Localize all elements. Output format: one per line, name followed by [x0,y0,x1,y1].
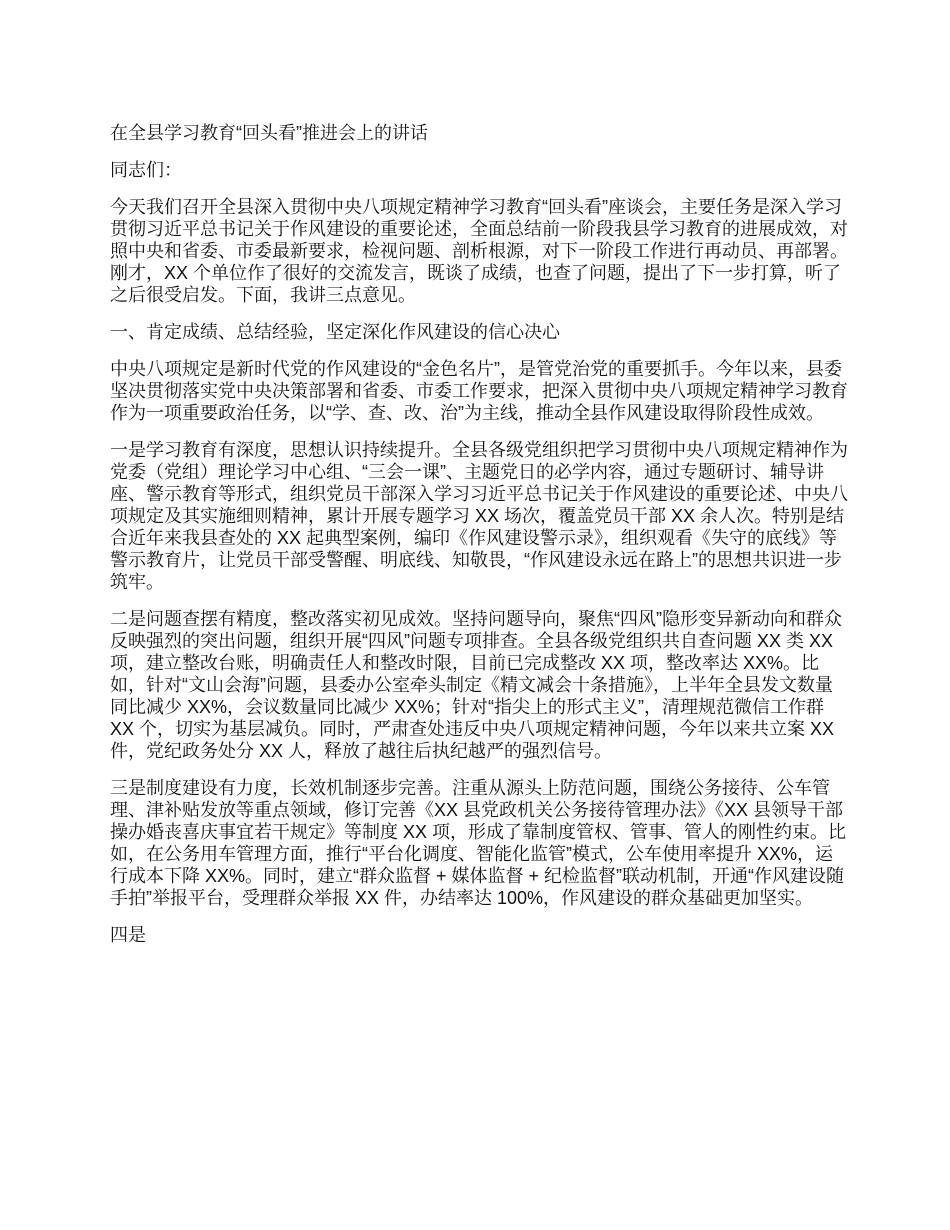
paragraph-intro: 今天我们召开全县深入贯彻中央八项规定精神学习教育“回头看”座谈会，主要任务是深入学习贯彻习近平总书记关于作风建设的重要论述，全面总结前一阶段我县学习教育的进展成效，对照中央和省委、市委最新要求，检视问题、剖析根源，对下一阶段工作进行再动员、再部署。刚才，XX 个单位作了很好的交流发言，既谈了成绩，也查了问题，提出了下一步打算，听了之后很受启发。下面，我讲三点意见。 [110,197,848,305]
paragraph-point-2: 二是问题查摆有精度，整改落实初见成效。坚持问题导向，聚焦“四风”隐形变异新动向和群众反映强烈的突出问题，组织开展“四风”问题专项排查。全县各级党组织共自查问题 XX 类 XX 项，建立整改台账，明确责任人和整改时限，目前已完成整改 XX 项，整改率达 XX%。比如，针对“文山会海”问题，县委办公室牵头制定《精文减会十条措施》，上半年全县发文数量同比减少 XX%，会议数量同比减少 XX%；针对“指尖上的形式主义”，清理规范微信工作群 XX 个，切实为基层减负。同时，严肃查处违反中央八项规定精神问题，今年以来共立案 XX 件，党纪政务处分 XX 人，释放了越往后执纪越严的强烈信号。 [110,609,842,761]
document-content [110,122,848,961]
section-heading-1: 一、肯定成绩、总结经验，坚定深化作风建设的信心决心 [110,322,560,342]
salutation: 同志们： [110,160,182,180]
paragraph-overview: 中央八项规定是新时代党的作风建设的“金色名片”，是管党治党的重要抓手。今年以来，县委坚决贯彻落实党中央决策部署和省委、市委工作要求，把深入贯彻中央八项规定精神学习教育作为一项重要政治任务，以“学、查、改、治”为主线，推动全县作风建设取得阶段性成效。 [110,359,848,423]
paragraph-point-4-truncated: 四是 [110,925,146,945]
document-title: 在全县学习教育“回头看”推进会上的讲话 [110,123,428,143]
paragraph-point-3: 三是制度建设有力度，长效机制逐步完善。注重从源头上防范问题，围绕公务接待、公车管理、津补贴发放等重点领域，修订完善《XX 县党政机关公务接待管理办法》《XX 县领导干部操办婚丧喜庆事宜若干规定》等制度 XX 项，形成了靠制度管权、管事、管人的刚性约束。比如，在公务用车管理方面，推行“平台化调度、智能化监管”模式，公车使用率提升 XX%，运行成本下降 XX%。同时，建立“群众监督 + 媒体监督 + 纪检监督”联动机制，开通“作风建设随手拍”举报平台，受理群众举报 XX 件，办结率达 100%，作风建设的群众基础更加坚实。 [110,778,847,908]
paragraph-point-1: 一是学习教育有深度，思想认识持续提升。全县各级党组织把学习贯彻中央八项规定精神作为党委（党组）理论学习中心组、“三会一课”、主题党日的必学内容，通过专题研讨、辅导讲座、警示教育等形式，组织党员干部深入学习习近平总书记关于作风建设的重要论述、中央八项规定及其实施细则精神，累计开展专题学习 XX 场次，覆盖党员干部 XX 余人次。特别是结合近年来我县查处的 XX 起典型案例，编印《作风建设警示录》，组织观看《失守的底线》等警示教育片，让党员干部受警醒、明底线、知敬畏，“作风建设永远在路上”的思想共识进一步筑牢。 [110,440,848,592]
